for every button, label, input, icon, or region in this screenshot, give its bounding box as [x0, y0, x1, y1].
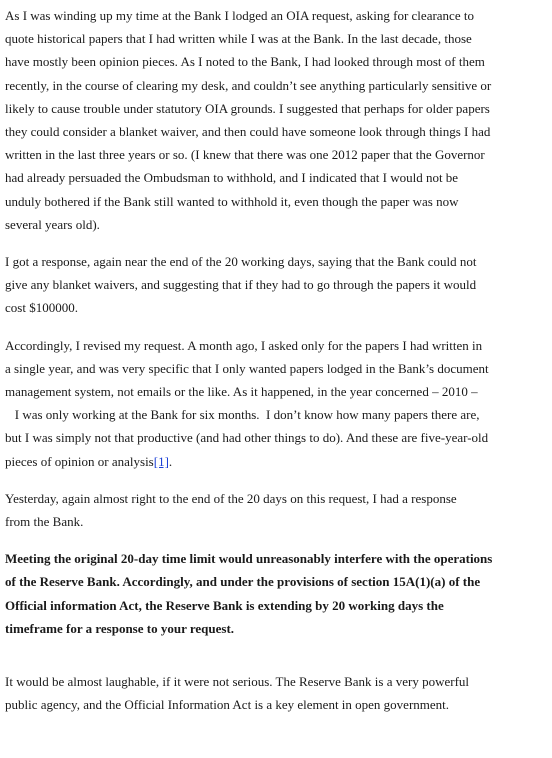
text-line: It would be almost laughable, if it were not serious. The Reserve Bank is a very powerful [5, 674, 470, 690]
text-line: quote historical papers that I had written while I was at the Bank. In the last decade, those [5, 31, 472, 47]
text-line: from the Bank. [5, 514, 84, 530]
text-line: I got a response, again near the end of the 20 working days, saying that the Bank could not [5, 254, 477, 270]
text-line: have mostly been opinion pieces. As I noted to the Bank, I had looked through most of them [5, 54, 485, 70]
text-line: of the Reserve Bank. Accordingly, and under the provisions of section 15A(1)(a) of the [5, 574, 481, 590]
text-line: unduly bothered if the Bank still wanted to withhold it, even though the paper was now [5, 193, 459, 209]
text-line: public agency, and the Official Information Act is a key element in open government. [5, 697, 450, 713]
text-line: Accordingly, I revised my request. A month ago, I asked only for the papers I had written in [5, 337, 483, 353]
paragraph-spacer [5, 320, 543, 334]
text-line: but I was simply not that productive (and had other things to do). And these are five-year-old [5, 430, 489, 446]
paragraph-spacer [5, 236, 543, 250]
paragraph-spacer [5, 640, 543, 670]
text-line: Official information Act, the Reserve Bank is extending by 20 working days the [5, 597, 444, 613]
text-line: a single year, and was very specific that I only wanted papers lodged in the Bank’s document [5, 360, 489, 376]
text-line: management system, not emails or the like. As it happened, in the year concerned – 2010 – [5, 384, 478, 400]
text-line: give any blanket waivers, and suggesting that if they had to go through the papers it would [5, 277, 477, 293]
text-line: had already persuaded the Ombudsman to withhold, and I indicated that I would not be [5, 170, 459, 186]
text-line: written in the last three years or so. (I knew that there was one 2012 paper that the Governor [5, 147, 485, 163]
paragraph-bank-response [5, 250, 543, 320]
text-line-with-footnote [5, 450, 543, 473]
text-line: Yesterday, again almost right to the end of the 20 days on this request, I had a response [5, 490, 457, 506]
document-page [5, 4, 543, 716]
footnote-link[interactable]: [1] [153, 453, 169, 469]
paragraph-oia-request [5, 4, 543, 236]
text-line: timeframe for a response to your request. [5, 620, 235, 636]
text-line: As I was winding up my time at the Bank I lodged an OIA request, asking for clearance to [5, 8, 474, 23]
paragraph-spacer [5, 473, 543, 487]
text-line: recently, in the course of clearing my desk, and couldn’t see anything particularly sensitive or [5, 77, 492, 93]
text-line: likely to cause trouble under statutory OIA grounds. I suggested that perhaps for older papers [5, 100, 490, 116]
paragraph-revised-request [5, 334, 543, 473]
text-line: several years old). [5, 216, 100, 232]
text-line: I was only working at the Bank for six months. I don’t know how many papers there are, [5, 407, 480, 423]
quoted-bank-response [5, 547, 543, 640]
text-line: they could consider a blanket waiver, and then could have someone look through things I had [5, 124, 491, 140]
text-fragment: pieces of opinion or analysis [5, 453, 154, 469]
paragraph-conclusion [5, 670, 543, 716]
text-fragment: . [168, 453, 173, 469]
paragraph-yesterday [5, 487, 543, 533]
text-line: Meeting the original 20-day time limit would unreasonably interfere with the operations [5, 551, 493, 567]
text-line: cost $100000. [5, 300, 78, 316]
paragraph-spacer [5, 533, 543, 547]
